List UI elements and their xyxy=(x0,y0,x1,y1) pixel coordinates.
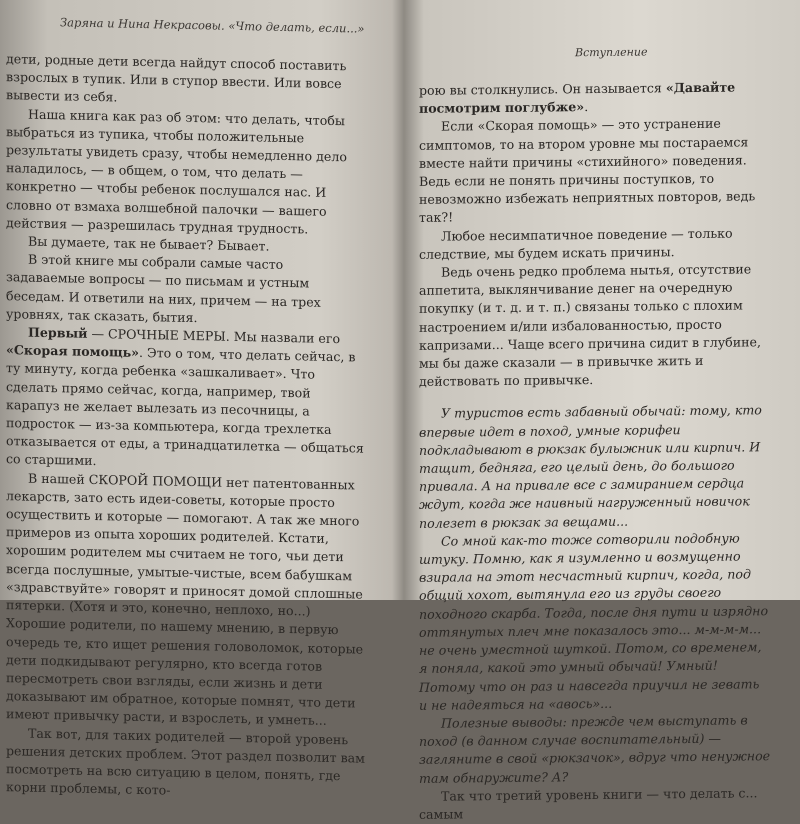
paragraph-text: Так вот, для таких родителей — второй уровень решения детских проблем. Этот раздел позволит вам посмотреть на всю ситуацию в целом, понять, где корни проблемы, с кото- xyxy=(6,725,365,798)
right-page xyxy=(405,0,800,822)
paragraph-text: рою вы столкнулись. Он называется xyxy=(419,80,666,98)
left-page-text xyxy=(6,50,366,804)
paragraph xyxy=(6,323,366,476)
paragraph-text: — СРОЧНЫЕ МЕРЫ. Мы назвали его xyxy=(87,325,341,347)
left-page xyxy=(0,0,395,798)
paragraph-text: Если «Скорая помощь» — это устранение симптомов, то на втором уровне мы постараемся вместе найти причины «стихийного» поведения. Ведь если не понять причины поступков, то невозможно избежать неприятных повторов, ведь так?! xyxy=(419,116,756,226)
paragraph xyxy=(419,784,771,824)
paragraph xyxy=(419,115,771,228)
paragraph-text: У туристов есть забавный обычай: тому, кто впервые идет в поход, умные корифеи подкладывают в рюкзак булыжник или кирпич. И тащит, бедняга, его целый день, до большого привала. А на привале все с замиранием сердца ждут, когда же наивный нагруженный новичок полезет в рюкзак за вещами... xyxy=(419,402,762,531)
paragraph xyxy=(6,250,366,330)
paragraph xyxy=(6,105,366,240)
paragraph-text: В нашей СКОРОЙ ПОМОЩИ нет патентованных лекарств, зато есть идеи-советы, которые просто осуществить и которые — помогают. А так же много примеров из опыта хороших родителей. Кстати, хорошим родителем мы считаем не того, чьи дети всегда послушные, умытые-чистые, всем бабушкам «здравствуйте» говорят и приносят домой сплошные пятерки. (Хотя и это, конечно, неплохо, но...) Хорошие родители, по нашему мнению, в первую очередь те, кто ищет решения головоломок, которые дети подкидывают регулярно, кто всегда готов пересмотреть свои взгляды, если жизнь и дети доказывают им обратное, которые помнят, что дети имеют привычку расти, и взрослеть, и умнеть... xyxy=(6,470,364,729)
paragraph-text: Любое несимпатичное поведение — только следствие, мы будем искать причины. xyxy=(419,225,733,262)
paragraph-text: Наша книга как раз об этом: что делать, чтобы выбраться из тупика, чтобы положительные результаты увидеть сразу, чтобы немедленно дело наладилось, — в общем, о том, что делать — конкретно — чтобы ребенок послушался нас. И словно от взмаха волшебной палочки — вашего действия — разрешилась трудная трудность. xyxy=(6,106,347,237)
paragraph xyxy=(419,78,771,118)
lead-word: Первый xyxy=(28,324,88,341)
right-page-text xyxy=(419,78,771,824)
paragraph xyxy=(419,402,771,533)
section-name: «Скорая помощь» xyxy=(6,342,140,361)
section-name: «Давайте посмотрим поглубже» xyxy=(419,79,736,117)
paragraph-text: Вы думаете, так не бывает? Бывает. xyxy=(28,233,270,254)
paragraph-text: . Это о том, что делать сейчас, в ту минуту, когда ребенка «зашкаливает». Что сделать прямо сейчас, когда, например, твой карапуз не желает вылезать из песочницы, а подросток — из-за компьютера, когда трехлетка отказывается от еды, а тринадцатилетка — общаться со старшими. xyxy=(6,345,364,469)
paragraph xyxy=(6,50,366,112)
paragraph-text: . xyxy=(584,99,589,115)
paragraph-text: дети, родные дети всегда найдут способ поставить взрослых в тупик. Или в ступор ввести. Или вовсе вывести из себя. xyxy=(6,51,347,105)
paragraph xyxy=(419,260,771,391)
running-head-left: Заряна и Нина Некрасовы. «Что делать, если...» xyxy=(60,15,365,36)
paragraph xyxy=(419,224,771,264)
paragraph xyxy=(419,529,771,715)
paragraph xyxy=(6,724,366,804)
paragraph-text: В этой книге мы собрали самые часто задаваемые вопросы — по письмам и устным беседам. И ответили на них, причем — на трех уровнях, так сказать, бытия. xyxy=(6,251,321,325)
paragraph xyxy=(419,711,771,787)
paragraph-text: Ведь очень редко проблема нытья, отсутствие аппетита, выклянчивание денег на очередную покупку (и т. д. и т. п.) связаны только с плохим настроением и/или избалованностью, просто капризами... Чаще всего причина сидит в глубине, мы бы даже сказали — в привычке жить и действовать по привычке. xyxy=(419,261,761,390)
paragraph-text: Так что третий уровень книги — что делать с... самым xyxy=(419,785,758,822)
paragraph-text: Полезные выводы: прежде чем выступать в поход (в данном случае воспитательный) — загляните в свой «рюкзачок», вдруг что ненужное там обнаружите? А? xyxy=(419,712,771,786)
running-head-right: Вступление xyxy=(575,45,648,60)
paragraph-text: Со мной как-то тоже сотворили подобную штуку. Помню, как я изумленно и возмущенно взирала на этот несчастный кирпич, когда, под общий хохот, вытянула его из груды своего походного скарба. Тогда, после дня пути и изрядно оттянутых плеч мне показалось это... м-м-м-м... не очень уместной шуткой. Потом, со временем, я поняла, какой это умный обычай! Умный! Потому что он раз и навсегда приучил не зевать и не надеяться на «авось»... xyxy=(419,530,769,713)
